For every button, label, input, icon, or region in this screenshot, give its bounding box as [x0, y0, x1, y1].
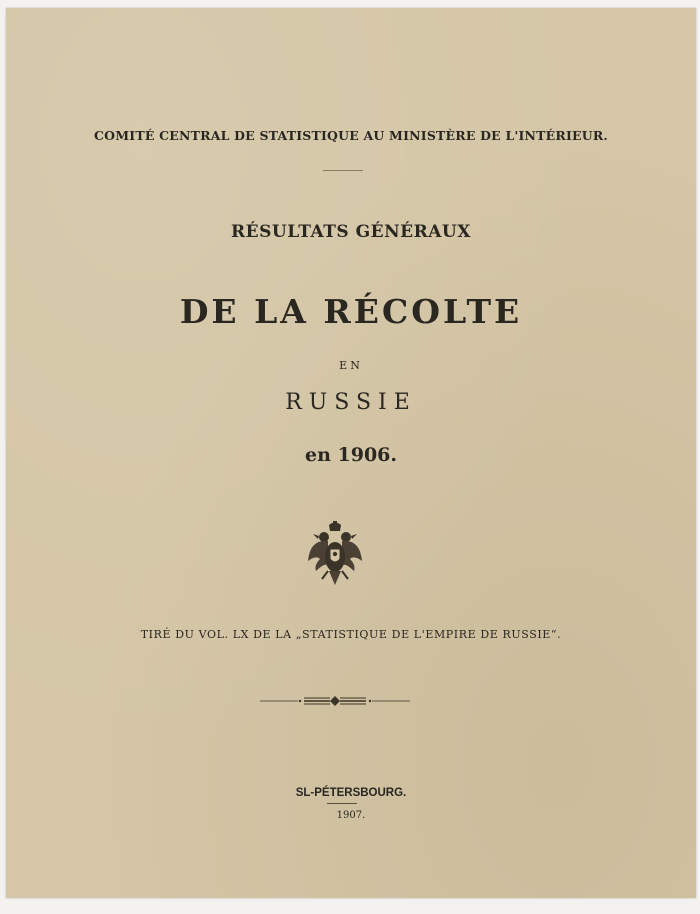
results-heading: RÉSULTATS GÉNÉRAUX — [231, 222, 471, 242]
committee-heading: COMITÉ CENTRAL DE STATISTIQUE AU MINISTÈRE DE L'INTÉRIEUR. — [94, 128, 608, 143]
publication-year: 1907. — [336, 810, 366, 821]
extract-note: TIRÉ DU VOL. LX DE LA „STATISTIQUE DE L'EMPIRE DE RUSSIE“. — [140, 628, 562, 641]
main-title: DE LA RÉCOLTE — [179, 292, 523, 331]
connector-en: EN — [339, 359, 363, 372]
imperial-eagle-icon — [306, 521, 364, 591]
divider-short — [323, 170, 363, 171]
year-line: en 1906. — [304, 444, 397, 466]
document-cover — [6, 8, 696, 898]
city-underline — [327, 803, 357, 804]
publication-city: SL-PÉTERSBOURG. — [295, 787, 407, 799]
country-title: RUSSIE — [285, 390, 417, 415]
ornament-divider-icon — [260, 694, 410, 708]
